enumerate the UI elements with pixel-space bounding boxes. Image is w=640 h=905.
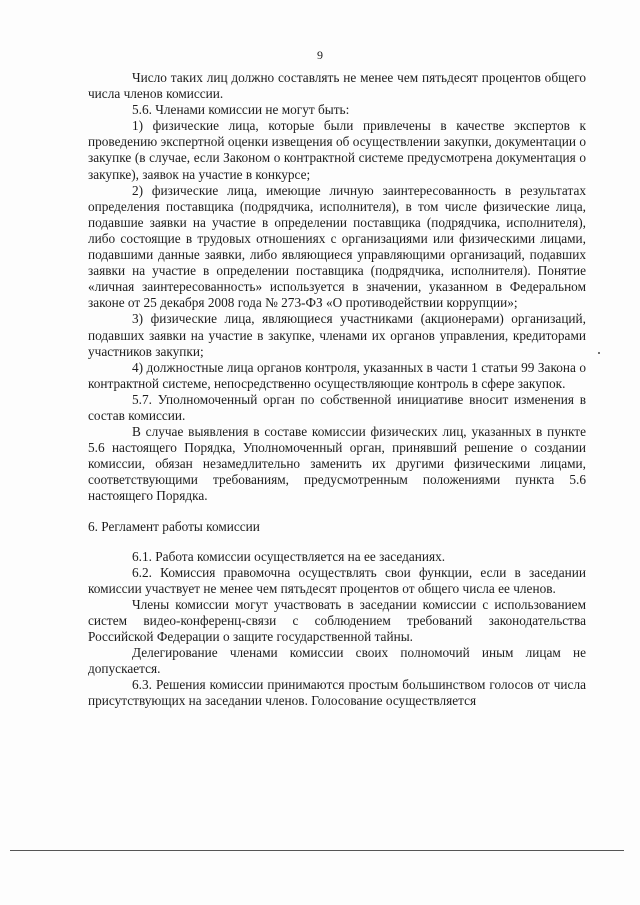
- list-item-1: 1) физические лица, которые были привлечены в качестве экспертов к проведению экспертной оценки извещения об осуществлении закупки, документации о закупке (в случае, если Законом о контрактной системе предусмотрена документация о закупке), заявок на участие в конкурсе;: [88, 118, 586, 182]
- paragraph-video-conference: Члены комиссии могут участвовать в заседании комиссии с использованием систем видео-конференц-связи с соблюдением требований законодательства Российской Федерации о защите государственной тайны.: [88, 596, 586, 645]
- paragraph-6-1: 6.1. Работа комиссии осуществляется на ее заседаниях.: [132, 548, 446, 564]
- paragraph-5-7: 5.7. Уполномоченный орган по собственной инициативе вносит изменения в состав комиссии.: [88, 391, 586, 423]
- list-item-3: 3) физические лица, являющиеся участниками (акционерами) организаций, подавших заявки на участие в закупке, членами их органов управления, кредиторами участников закупки;: [88, 311, 586, 359]
- paragraph-6-3: 6.3. Решения комиссии принимаются простым большинством голосов от числа присутствующих на заседании членов. Голосование осуществляется: [88, 677, 586, 709]
- paragraph-replacement: В случае выявления в составе комиссии физических лиц, указанных в пункте 5.6 настоящего Порядка, Уполномоченный орган, принявший решение о создании комиссии, обязан незамедлительно заменить их другими физическими лицами, соответствующими требованиям, предусмотренным положениями пункта 5.6 настоящего Порядка.: [88, 424, 586, 504]
- paragraph-delegation: Делегирование членами комиссии своих полномочий иным лицам не допускается.: [88, 645, 586, 677]
- scan-speck: [598, 352, 600, 354]
- list-item-4: 4) должностные лица органов контроля, указанных в части 1 статьи 99 Закона о контрактной системе, непосредственно осуществляющие контроль в сфере закупок.: [88, 359, 586, 391]
- page-number: 9: [317, 48, 323, 62]
- list-item-2: 2) физические лица, имеющие личную заинтересованность в результатах определения поставщика (подрядчика, исполнителя), в том числе физические лица, подавшие заявки на участие в определении поставщика (подрядчика, исполнителя), либо состоящие в трудовых отношениях с организациями или физическими лицами, подавшими данные заявки, либо являющиеся управляющими организаций, подавших заявки на участие в определении поставщика (подрядчика, исполнителя). Понятие «личная заинтересованность» используется в значении, указанном в Федеральном законе от 25 декабря 2008 года № 273-ФЗ «О противодействии коррупции»;: [88, 182, 586, 311]
- paragraph-continuation: Число таких лиц должно составлять не менее чем пятьдесят процентов общего числа членов комиссии.: [88, 70, 586, 102]
- section-heading: 6. Регламент работы комиссии: [88, 518, 260, 534]
- scan-edge-line: [10, 850, 624, 851]
- paragraph-6-2: 6.2. Комиссия правомочна осуществлять свои функции, если в заседании комиссии участвует не менее чем пятьдесят процентов от общего числа ее членов.: [88, 564, 586, 596]
- document-body: [88, 70, 586, 710]
- paragraph-5-6: 5.6. Членами комиссии не могут быть:: [132, 102, 350, 118]
